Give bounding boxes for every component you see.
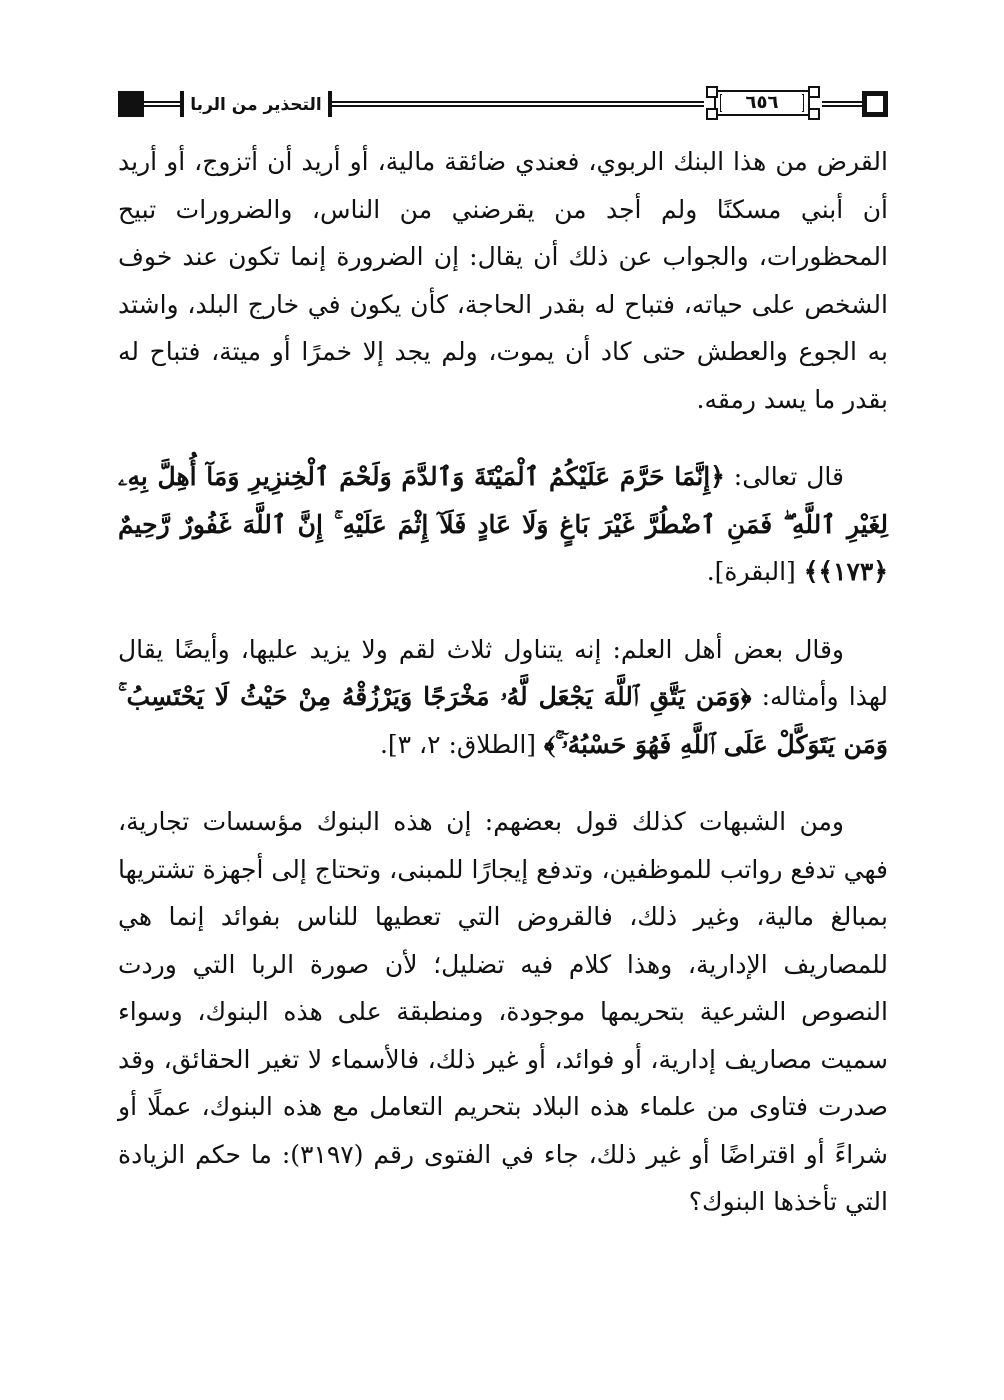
paragraph-quran-baqarah (118, 453, 888, 596)
header-divider (180, 91, 184, 117)
paragraph-quran-talaq (118, 626, 888, 769)
header-ornament-left (118, 91, 144, 117)
running-title: التحذير من الربا (190, 95, 322, 115)
frame-corner-ornament (706, 108, 718, 120)
frame-corner-ornament (808, 108, 820, 120)
quran-verse: ﴿إِنَّمَا حَرَّمَ عَلَيْكُمُ ٱلْمَيْتَةَ وَٱلدَّمَ وَلَحْمَ ٱلْخِنزِيرِ وَمَآ أُهِلَّ بِهِۦ لِغَيْرِ ٱللَّهِ ۖ فَمَنِ ٱضْطُرَّ غَيْرَ بَاغٍ وَلَا عَادٍ فَلَآ إِثْمَ عَلَيْهِ ۚ إِنَّ ٱللَّهَ غَفُورٌ رَّحِيمٌ ﴿١٧٣﴾﴾ (118, 462, 888, 586)
paragraph-necessity: القرض من هذا البنك الربوي، فعندي ضائقة مالية، أو أريد أن أتزوج، أو أريد أن أبني مسكنًا ولم أجد من يقرضني من الناس، والضرورات تبيح المحظورات، والجواب عن ذلك أن يقال: إن الضرورة إنما تكون عند خوف الشخص على حياته، فتباح له بقدر الحاجة، كأن يكون في خارج البلد، واشتد به الجوع والعطش حتى كاد أن يموت، ولم يجد إلا خمرًا أو ميتة، فتباح له بقدر ما يسد رمقه. (118, 147, 888, 414)
paragraph-gap (118, 768, 888, 798)
verse-reference: [البقرة]. (706, 557, 804, 586)
paragraph-gap (118, 423, 888, 453)
paragraph-gap (118, 596, 888, 626)
verse-intro: قال تعالى: (724, 462, 844, 491)
header-ornament-right (862, 91, 888, 117)
frame-corner-ornament (808, 86, 820, 98)
frame-corner-ornament (706, 86, 718, 98)
header-rule (144, 101, 180, 107)
page-number-box (704, 88, 822, 120)
page-number: ٦٥٦ (722, 92, 802, 114)
header-rule (332, 101, 704, 107)
header-rule (822, 101, 862, 107)
verse-reference: [الطلاق: ٢، ٣]. (379, 729, 544, 759)
page-header (118, 88, 888, 122)
quran-verse: ﴿وَمَن يَتَّقِ ٱللَّهَ يَجْعَل لَّهُۥ مَخْرَجًا وَيَرْزُقْهُ مِنْ حَيْثُ لَا يَحْتَسِبُ ۚ وَمَن يَتَوَكَّلْ عَلَى ٱللَّهِ فَهُوَ حَسْبُهُۥٓ ۚ﴾ (118, 682, 888, 759)
page-body (118, 138, 888, 1226)
paragraph-bank-doubts: ومن الشبهات كذلك قول بعضهم: إن هذه البنوك مؤسسات تجارية، فهي تدفع رواتب للموظفين، وتدفع إيجارًا للمبنى، وتحتاج إلى أجهزة تشتريها بمبالغ مالية، وغير ذلك، فالقروض التي تعطيها للناس بفوائد إنما هي للمصاريف الإدارية، وهذا كلام فيه تضليل؛ لأن صورة الربا التي وردت النصوص الشرعية بتحريمها موجودة، ومنطبقة على هذه البنوك، وسواء سميت مصاريف إدارية، أو فوائد، أو غير ذلك، فالأسماء لا تغير الحقائق، وقد صدرت فتاوى من علماء هذه البلاد بتحريم التعامل مع هذه البنوك، عملًا أو شراءً أو اقتراضًا أو غير ذلك، جاء في الفتوى رقم (٣١٩٧): ما حكم الزيادة التي تأخذها البنوك؟ (118, 807, 888, 1216)
verse-intro: وقال بعض أهل العلم: إنه يتناول ثلاث لقم ولا يزيد عليها، وأيضًا يقال لهذا وأمثاله: (118, 634, 889, 711)
